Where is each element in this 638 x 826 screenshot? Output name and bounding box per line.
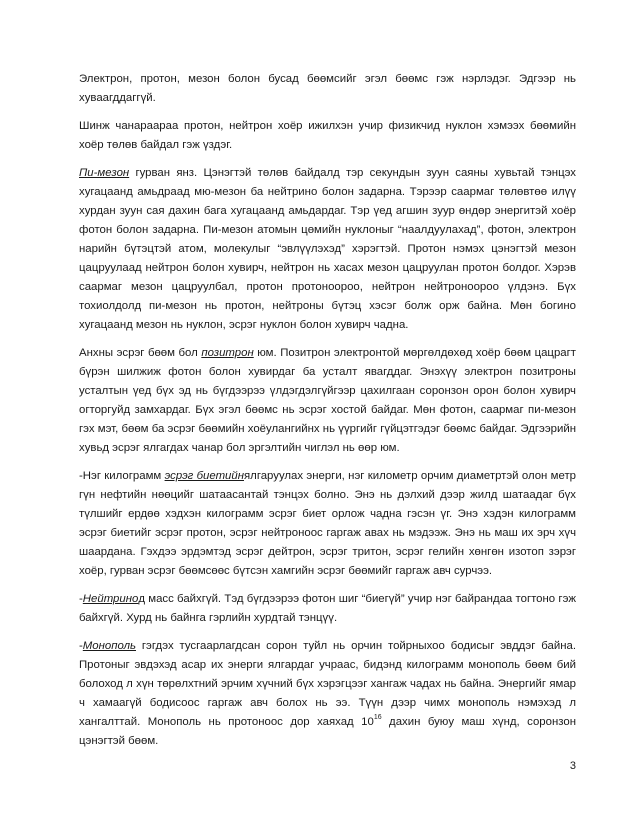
- paragraph-nucleon: Шинж чанараараа протон, нейтрон хоёр ижилхэн учир физикчид нуклон хэмээх бөөмийн хоёр төлөв байдал гэж үздэг.: [79, 120, 576, 151]
- term-positron: позитрон: [201, 347, 254, 359]
- paragraph-pi-meson: [79, 164, 576, 335]
- paragraph-antimatter-text: ялгаруулах энерги, нэг километр орчим диаметртэй олон метр гүн нефтийн нөөцийг шатаасантай тэнцэх болно. Энэ нь дэлхий дээр жилд шатаадаг бүх түлшийг ердөө хэдхэн килограмм эсрэг биет орлож чадна гэсэн үг. Энэ хэдэн килограмм эсрэг биетийг эсрэг протон, эсрэг нейтроноос гаргаж авах нь мэдээж. Энэ нь маш их эрч хүч шаардана. Гэхдээ эрдэмтэд эсрэг дейтрон, эсрэг тритон, эсрэг гелийн хөнгөн изотоп зэрэг хоёр, гурван эсрэг бөөмсөөс бүтсэн хамгийн эсрэг бөөмийг гаргаж авч сурчээ.: [79, 470, 577, 577]
- paragraph-monopole-tail: дахин буюу маш хүнд, соронзон цэнэгтэй бөөм.: [79, 716, 576, 747]
- term-antimatter: эсрэг биетийн: [164, 470, 244, 482]
- paragraph-elementary-particles: Электрон, протон, мезон болон бусад бөөмсийг эгэл бөөмс гэж нэрлэдэг. Эдгээр нь хуваагддаггүй.: [79, 73, 576, 104]
- paragraph-monopole: [79, 637, 576, 751]
- exponent: 16: [373, 714, 382, 722]
- page-number: 3: [569, 760, 576, 772]
- paragraph-monopole-text: гэгдэх тусгаарлагдсан сорон туйл нь орчин тойрныхоо бодисыг эвддэг байна. Протоныг эвдэхэд асар их энерги ялгардаг учраас, бидэнд килограмм монополь бөөм бий болоход л хүн төрөлхтний эрчим хүчний бүх хэрэгцээг хангаж чадах нь байна. Энергийг ямар ч хамаагүй бодисоос гаргаж авч болох нь ээ. Түүн дээр чимх монополь нэмэхэд л хангалттай. Монополь нь протоноос дор хаяхад 10: [79, 640, 576, 728]
- term-pi-meson: Пи-мезон: [79, 167, 130, 179]
- paragraph-antimatter-lead: -Нэг килограмм: [79, 470, 165, 482]
- paragraph-neutrino: [79, 590, 576, 628]
- paragraph-pi-meson-text: гурван янз. Цэнэгтэй төлөв байдалд тэр секундын зуун саяны хувьтай тэнцэх хугацаанд амьдраад мю-мезон ба нейтрино болон задарна. Тэрээр саармаг төлөвтөө илүү хурдан зуун сая дахин бага хугацаанд амьдардаг. Тэр үед агшин зуур өндөр энергитэй хоёр фотон болон задарна. Пи-мезон атомын цөмийн нуклоныг “наалдуулахад”, фотон, электрон нарийн бүтэцтэй атом, молекулыг “эвлүүлэхэд” хэрэгтэй. Протон нэмэх цэнэгтэй мезон цацруулаад нейтрон болон хувирч, нейтрон нь хасах мезон цацруулан протон болдог. Хэрэв саармаг мезон цацруулбал, протон протоноороо, нейтрон нейтроноороо үлдэнэ. Бүх тохиолдолд пи-мезон нь протон, нейтроны бүтэц хэсэг болж орж байна. Мөн богино хугацаанд мезон нь нуклон, эсрэг нуклон болон хувирч чадна.: [79, 167, 576, 331]
- paragraph-monopole-lead: -: [79, 640, 83, 652]
- paragraph-neutrino-lead: -: [79, 593, 83, 605]
- paragraph-positron-lead: Анхны эсрэг бөөм бол: [79, 347, 202, 359]
- term-neutrino: Нейтрино: [82, 593, 139, 605]
- paragraph-neutrino-text: д масс байхгүй. Тэд бүгдээрээ фотон шиг “биегүй” учир нэг байрандаа тогтоно гэж байхгүй. Хурд нь байнга гэрлийн хурдтай тэнцүү.: [79, 593, 576, 624]
- paragraph-positron-text: юм. Позитрон электронтой мөргөлдөхөд хоёр бөөм цацрагт бүрэн шилжиж фотон болон хувирдаг ба усталт явагддаг. Энэхүү электрон позитроны усталтын үед бүх эд нь бүгдээрээ үлдэгдэлгүйгээр цахилгаан соронзон орон болон хувирч огторгуйд замхардаг. Бүх эгэл бөөмс нь эсрэг хостой байдаг. Мөн фотон, саармаг пи-мезон гэх мэт, бөөм ба эсрэг бөөмийн хоёулангийнх нь үүргийг гүйцэтгэдэг бөөмс байдаг. Эдгээрийн хувьд эсрэг ялгагдах чанар бол эргэлтийн чиглэл нь өөр юм.: [79, 347, 576, 454]
- term-monopole: Монополь: [82, 640, 136, 652]
- paragraph-positron: [79, 344, 576, 458]
- paragraph-antimatter: [79, 467, 576, 581]
